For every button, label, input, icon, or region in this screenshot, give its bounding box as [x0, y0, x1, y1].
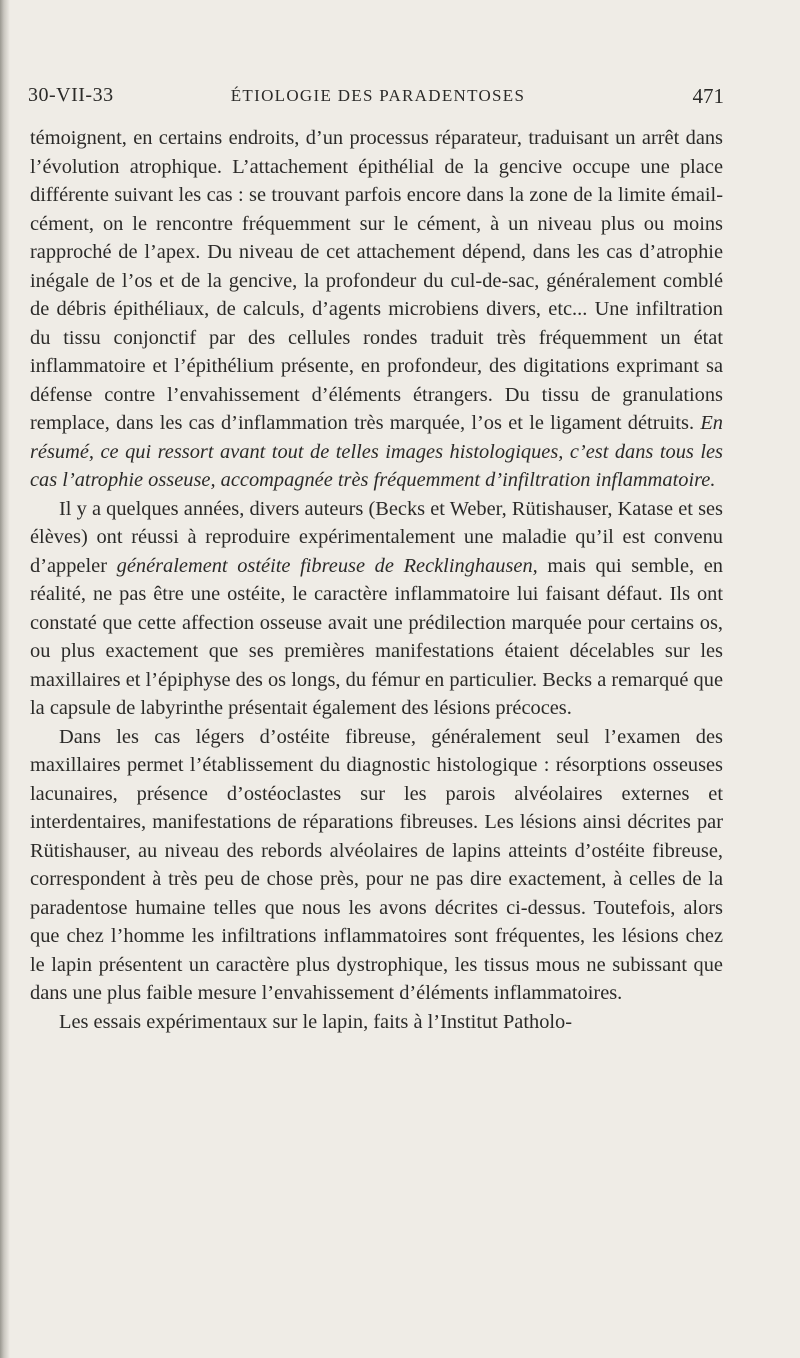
running-title: ÉTIOLOGIE DES PARADENTOSES — [230, 86, 526, 105]
paragraph-4-text: Les essais expérimentaux sur le lapin, faits à l’Institut Patholo- — [59, 1010, 573, 1033]
paragraph-4 — [30, 1008, 723, 1037]
paragraph-2-italic: généralement ostéite fibreuse de Recklinghausen, — [116, 554, 538, 577]
paragraph-2-text-after: mais qui semble, en réalité, ne pas être une ostéite, le caractère inflammatoire lui faisant défaut. Ils ont constaté que cette affection osseuse avait une prédilection marquée pour certains os, ou plus exactement que ses premières manifestations étaient décelables sur les maxillaires et l’épiphyse des os longs, du fémur en particulier. Becks a remarqué que la capsule de labyrinthe présentait également des lésions précoces. — [30, 554, 723, 719]
body-text — [30, 124, 723, 1036]
page-number: 471 — [692, 84, 724, 108]
paragraph-3 — [30, 723, 723, 1008]
paragraph-2-text: Il y a quelques années, divers auteurs (Becks et Weber, Rütishauser, Katase et ses élèves) ont réussi à reproduire expérimentalement une maladie qu’il est convenu d’appeler — [30, 497, 723, 577]
binding-shadow — [0, 0, 10, 1358]
paragraph-1-text: témoignent, en certains endroits, d’un processus réparateur, traduisant un arrêt dans l’évolution atrophique. L’attachement épithélial de la gencive occupe une place différente suivant les cas : se trouvant parfois encore dans la zone de la limite émail-cément, on le rencontre fréquemment sur le cément, à un niveau plus ou moins rapproché de l’apex. Du niveau de cet attachement dépend, dans les cas d’atrophie inégale de l’os et de la gencive, la profondeur du cul-de-sac, généralement comblé de débris épithéliaux, de calculs, d’agents microbiens divers, etc... Une infiltration du tissu conjonctif par des cellules rondes traduit très fréquemment un état inflammatoire et l’épithélium présente, en profondeur, des digitations exprimant sa défense contre l’envahissement d’éléments étrangers. Du tissu de granulations remplace, dans les cas d’inflammation très marquée, l’os et le ligament détruits. — [30, 127, 723, 434]
date-marker: 30-VII-33 — [28, 84, 114, 106]
paragraph-1 — [30, 124, 723, 495]
paragraph-1-italic: En résumé, ce qui ressort avant tout de telles images histologiques, c’est dans tous les cas l’atrophie osseuse, accompagnée très fréquemment d’infiltration inflammatoire. — [30, 412, 723, 491]
running-header — [28, 84, 728, 112]
paragraph-3-text: Dans les cas légers d’ostéite fibreuse, généralement seul l’examen des maxillaires permet l’établissement du diagnostic histologique : résorptions osseuses lacunaires, présence d’ostéoclastes sur les parois alvéolaires externes et interdentaires, manifestations de réparations fibreuses. Les lésions ainsi décrites par Rütishauser, au niveau des rebords alvéolaires de lapins atteints d’ostéite fibreuse, correspondent à très peu de chose près, pour ne pas dire exactement, à celles de la paradentose humaine telles que nous les avons décrites ci-dessus. Toutefois, alors que chez l’homme les infiltrations inflammatoires sont fréquentes, les lésions chez le lapin présentent un caractère plus dystrophique, les tissus mous ne subissant que dans une plus faible mesure l’envahissement d’éléments inflammatoires. — [30, 725, 723, 1004]
paragraph-2 — [30, 495, 723, 723]
